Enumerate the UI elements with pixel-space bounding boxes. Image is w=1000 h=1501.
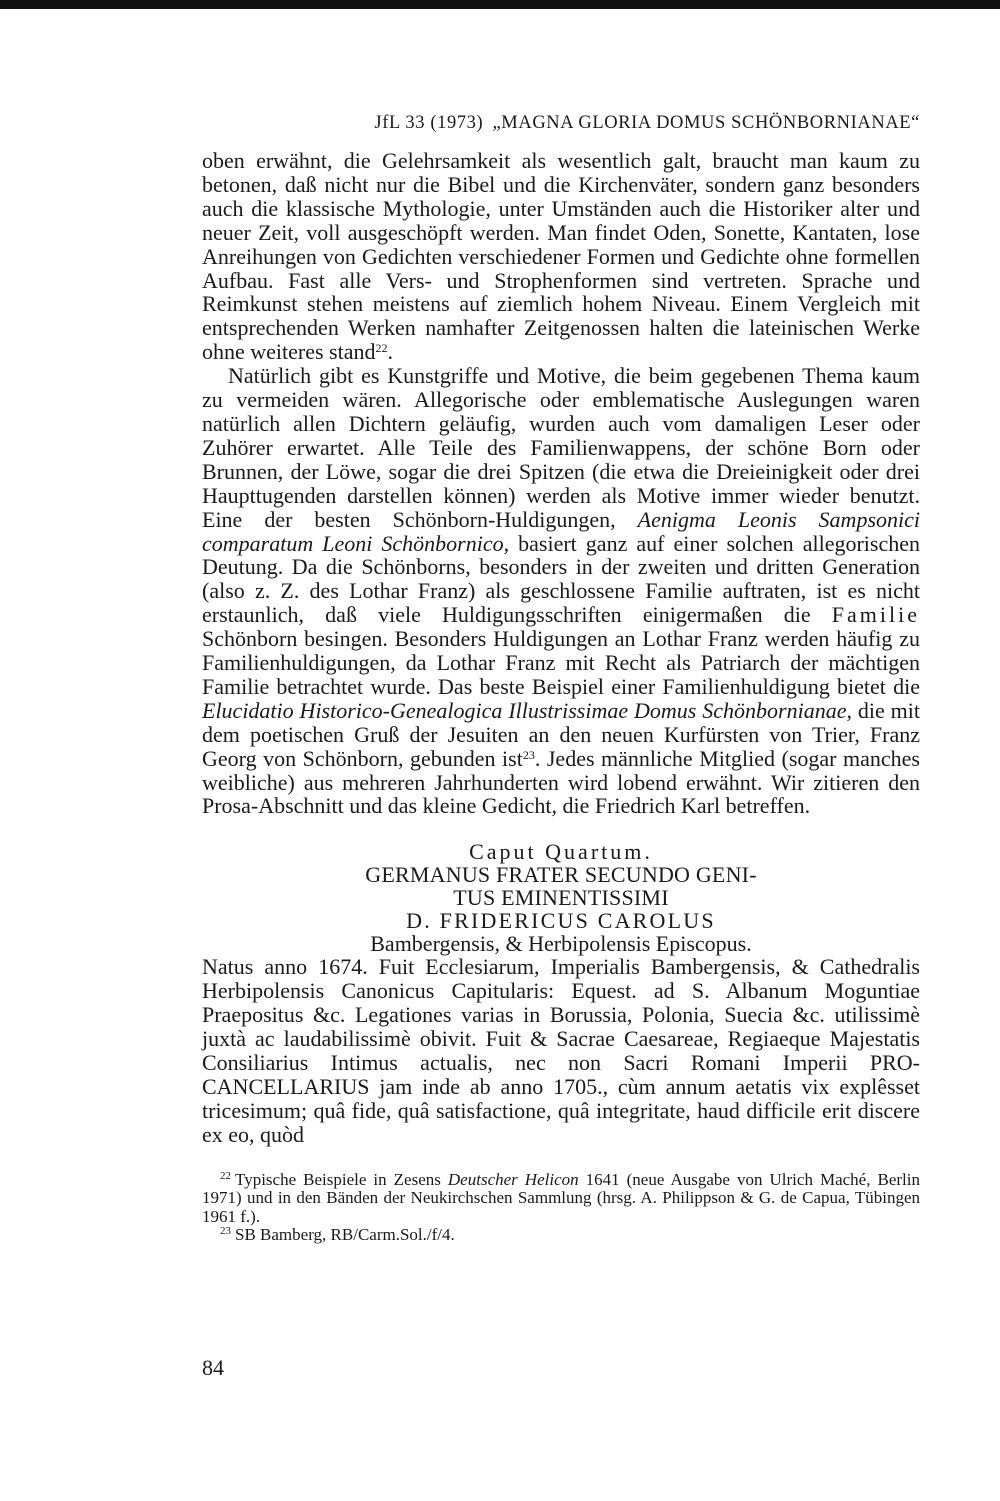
- footnote-ref-23: 23: [522, 747, 535, 762]
- quote-heading: [202, 840, 920, 955]
- spaced-emphasis: Familie: [831, 602, 920, 628]
- paragraph-1: [202, 149, 920, 364]
- paragraph-text: Schönborn besingen. Besonders Huldigungen an Lothar Franz werden häufig zu Familienhuldigungen, da Lothar Franz mit Recht als Patriarch der mächtigen Familie betrachtet wurde. Das beste Beispiel einer Familienhuldigung bietet die: [202, 626, 920, 699]
- footnote-ref-22: 22: [375, 341, 388, 356]
- latin-quote: Natus anno 1674. Fuit Ecclesiarum, Imperialis Bambergensis, & Cathedralis Herbipolensis Canonicus Capitularis: Equest. ad S. Albanum Moguntiae Praepositus &c. Legationes varias in Borussia, Polonia, Suecia &c. utilissimè juxtà ac laudabilissimè obivit. Fuit & Sacrae Caesareae, Regiaeque Majestatis Consiliarius Intimus actualis, nec non Sacri Romani Imperii PRO-CANCELLARIUS jam inde ab anno 1705., cùm annum aetatis vix explêsset tricesimum; quâ fide, quâ satisfactione, quâ integritate, haud difficile erit discere ex eo, quòd: [202, 954, 920, 1147]
- journal-ref: JfL 33 (1973): [374, 113, 484, 133]
- footnote-italic: Deutscher Helicon: [447, 1169, 579, 1189]
- footnote-23: [202, 1226, 920, 1245]
- running-header: [202, 108, 920, 138]
- top-border: [0, 0, 1000, 9]
- footnote-text: SB Bamberg, RB/Carm.Sol./f/4.: [235, 1225, 455, 1245]
- body-text: [202, 149, 920, 818]
- paragraph-2: [202, 364, 920, 818]
- paragraph-text: oben erwähnt, die Gelehrsamkeit als wesentlich galt, braucht man kaum zu betonen, daß nicht nur die Bibel und die Kirchenväter, sondern ganz besonders auch die klassische Mythologie, unter Umständen auch die Historiker alter und neuer Zeit, voll ausgeschöpft werden. Man findet Oden, Sonette, Kantaten, lose Anreihungen von Gedichten verschiedener Formen und Gedichte ohne formellen Aufbau. Fast alle Vers- und Strophenformen sind vertreten. Sprache und Reimkunst stehen meistens auf ziemlich hohem Niveau. Einem Vergleich mit entsprechenden Werken namhafter Zeitgenossen halten die lateinischen Werke ohne weiteres stand: [202, 148, 920, 365]
- heading-line: TUS EMINENTISSIMI: [453, 885, 669, 911]
- paragraph-text: .: [387, 339, 393, 365]
- italic-title: Elucidatio Historico-Genealogica Illustrissimae Domus Schönbornianae,: [202, 697, 852, 723]
- paragraph-text: basiert ganz auf einer solchen allegorischen Deutung. Da die Schönborns, besonders in der zweiten und dritten Generation (also z. Z. des Lothar Franz) als geschlossene Familie auftraten, ist es nicht erstaunlich, daß viele Huldigungsschriften einigermaßen die: [202, 530, 920, 628]
- paragraph-text: die mit dem poetischen Gruß der Jesuiten an den neuen Kurfürsten von Trier, Franz Georg von Schönborn, gebunden ist: [202, 697, 921, 771]
- footnote-text: Typische Beispiele in Zesens: [235, 1169, 448, 1189]
- page-content: [202, 108, 920, 1245]
- footnote-number: 23: [220, 1225, 231, 1238]
- page-number: 84: [202, 1355, 224, 1380]
- running-title: „MAGNA GLORIA DOMUS SCHÖNBORNIANAE“: [492, 113, 920, 133]
- footnotes: [202, 1171, 920, 1245]
- paragraph-text: . Jedes männliche Mitglied (sogar manches weibliche) aus mehreren Jahrhunderten wird lobend erwähnt. Wir zitieren den Prosa-Abschnitt und das kleine Gedicht, die Friedrich Karl betreffen.: [202, 745, 920, 819]
- footnote-text: 1641 (neue Ausgabe von Ulrich Maché, Berlin 1971) und in den Bänden der Neukirchschen Sammlung (hrsg. A. Philippson & G. de Capua, Tübingen 1961 f.).: [202, 1169, 920, 1226]
- footnote-number: 22: [220, 1169, 231, 1182]
- heading-line: GERMANUS FRATER SECUNDO GENI-: [365, 862, 757, 888]
- heading-line: D. FRIDERICUS CAROLUS: [406, 908, 716, 934]
- italic-title: Aenigma Leonis Sampsonici comparatum Leoni Schönbornico,: [202, 506, 920, 556]
- footnote-22: [202, 1171, 920, 1227]
- heading-line: Bambergensis, & Herbipolensis Episcopus.: [370, 931, 752, 957]
- heading-line: Caput Quartum.: [469, 839, 653, 865]
- paragraph-text: Natürlich gibt es Kunstgriffe und Motive, die beim gegebenen Thema kaum zu vermeiden wären. Allegorische oder emblematische Auslegungen waren natürlich allen Dichtern geläufig, wurden auch vom damaligen Leser oder Zuhörer erwartet. Alle Teile des Familienwappens, der schöne Born oder Brunnen, der Löwe, sogar die drei Spitzen (die etwa die Dreieinigkeit oder drei Haupttugenden darstellen können) werden als Motive immer wieder benutzt. Eine der besten Schönborn-Huldigungen,: [202, 363, 920, 532]
